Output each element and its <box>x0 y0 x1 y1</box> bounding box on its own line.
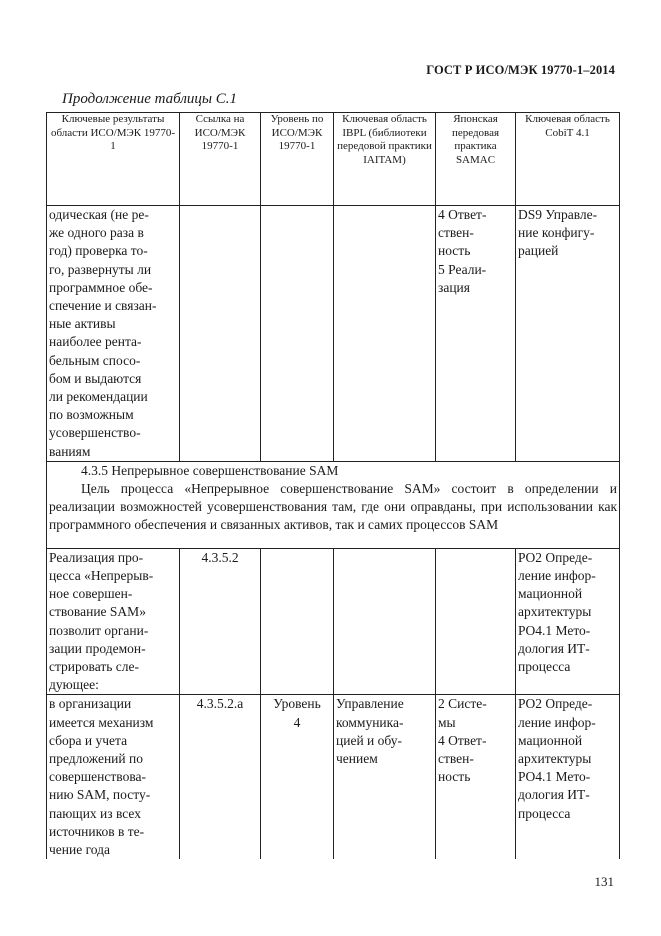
header-level: Уровень по ИСО/МЭК 19770-1 <box>261 113 334 206</box>
row-b-reference: 4.3.5.2 <box>180 548 261 695</box>
header-samac-practice: Японская передовая практика SAMAC <box>436 113 516 206</box>
row-a-level <box>261 206 334 462</box>
correspondence-table <box>46 112 620 859</box>
section-title: 4.3.5 Непрерывное совершенствование SAM <box>81 462 339 478</box>
section-cell <box>47 461 620 548</box>
header-cobit-area: Ключевая область CobiT 4.1 <box>516 113 620 206</box>
row-b-samac <box>436 548 516 695</box>
row-c-reference: 4.3.5.2.a <box>180 695 261 859</box>
row-a-cobit: DS9 Управле- ние конфигу- рацией <box>516 206 620 462</box>
row-b-ibpl <box>334 548 436 695</box>
row-c-key-result: в организации имеется механизм сбора и учета предложений по совершенствова- нию SAM, посту- пающих из всех источников в те- чение года <box>47 695 180 859</box>
row-a-key-result: одическая (не ре- же одного раза в год) проверка то- го, развернуты ли программное обе- спечение и связан- ные активы наиболее рента- бельным спосо- бом и выдаются ли рекомендации по возможным усовершенство- ваниям <box>47 206 180 462</box>
header-ibpl-area: Ключевая область IBPL (библиотеки передовой практики IAITAM) <box>334 113 436 206</box>
table-header-row <box>47 113 620 206</box>
header-key-results: Ключевые результаты области ИСО/МЭК 19770-1 <box>47 113 180 206</box>
row-a-reference <box>180 206 261 462</box>
table-caption: Продолжение таблицы С.1 <box>62 91 238 107</box>
row-b-key-result: Реализация про- цесса «Непрерыв- ное совершен- ствование SAM» позволит органи- зации продемон- стрировать сле- дующее: <box>47 548 180 695</box>
section-row <box>47 461 620 548</box>
row-c-level: Уровень 4 <box>261 695 334 859</box>
table-row <box>47 548 620 695</box>
row-b-level <box>261 548 334 695</box>
row-c-samac: 2 Систе- мы 4 Ответ- ствен- ность <box>436 695 516 859</box>
standard-header: ГОСТ Р ИСО/МЭК 19770-1–2014 <box>426 63 615 77</box>
header-reference: Ссылка на ИСО/МЭК 19770-1 <box>180 113 261 206</box>
row-a-ibpl <box>334 206 436 462</box>
row-a-samac: 4 Ответ- ствен- ность 5 Реали- зация <box>436 206 516 462</box>
row-c-ibpl: Управление коммуника- цией и обу- чением <box>334 695 436 859</box>
section-body: Цель процесса «Непрерывное совершенствование SAM» состоит в определении и реализации возможностей усовершенствования там, где они оправданы, при использовании как программного обеспечения и связанных активов, так и самих процессов SAM <box>49 481 617 533</box>
row-b-cobit: PO2 Опреде- ление инфор- мационной архитектуры PO4.1 Мето- дология ИТ- процесса <box>516 548 620 695</box>
table-row <box>47 206 620 462</box>
page-number: 131 <box>594 874 614 889</box>
table-row <box>47 695 620 859</box>
row-c-cobit: PO2 Опреде- ление инфор- мационной архитектуры PO4.1 Мето- дология ИТ- процесса <box>516 695 620 859</box>
